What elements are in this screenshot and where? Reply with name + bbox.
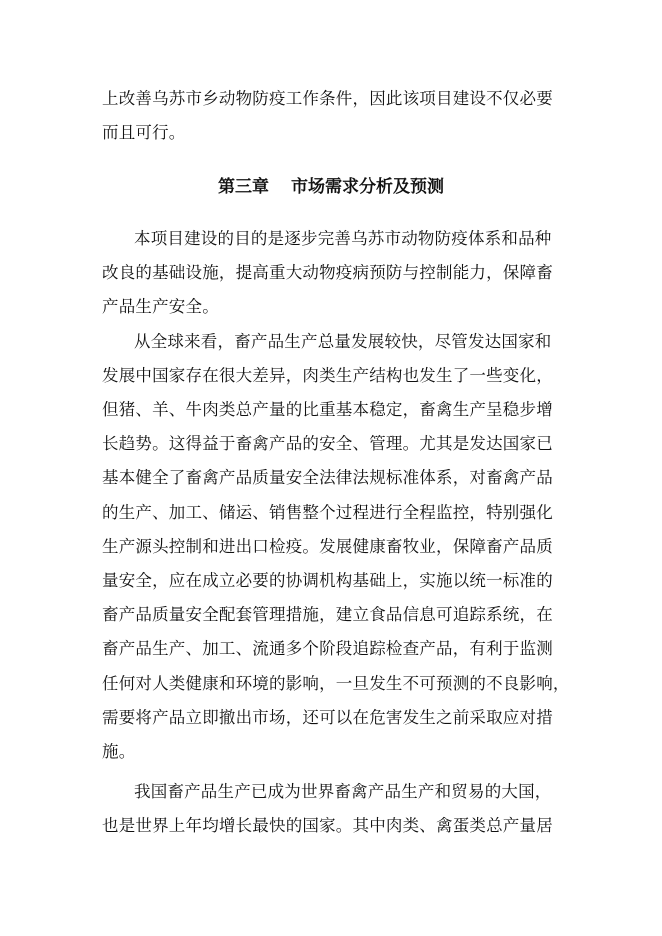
text-line: 量安全，应在成立必要的协调机构基础上，实施以统一标准的	[102, 571, 553, 590]
text-line: 任何对人类健康和环境的影响，一旦发生不可预测的不良影响，	[102, 674, 570, 693]
text-line: 但猪、羊、牛肉类总产量的比重基本稳定，畜禽生产呈稳步增	[102, 400, 553, 419]
text-line: 而且可行。	[102, 123, 186, 142]
text-line: 也是世界上年均增长最快的国家。其中肉类、禽蛋类总产量居	[102, 816, 553, 835]
text-line: 我国畜产品生产已成为世界畜禽产品生产和贸易的大国，	[134, 782, 552, 801]
text-line: 需要将产品立即撤出市场，还可以在危害发生之前采取应对措	[102, 708, 553, 727]
text-line: 长趋势。这得益于畜禽产品的安全、管理。尤其是发达国家已	[102, 434, 553, 453]
chapter-heading	[0, 176, 662, 198]
chapter-title: 市场需求分析及预测	[291, 177, 444, 197]
text-line: 畜产品质量安全配套管理措施，建立食品信息可追踪系统，在	[102, 605, 553, 624]
text-line: 发展中国家存在很大差异，肉类生产结构也发生了一些变化，	[102, 366, 553, 385]
text-line: 改良的基础设施，提高重大动物疫病预防与控制能力，保障畜	[102, 263, 553, 282]
chapter-number: 第三章	[218, 177, 269, 197]
text-line: 施。	[102, 742, 136, 761]
text-line: 的生产、加工、储运、销售整个过程进行全程监控，特别强化	[102, 503, 553, 522]
text-line: 产品生产安全。	[102, 297, 219, 316]
text-line: 上改善乌苏市乡动物防疫工作条件，因此该项目建设不仅必要	[102, 89, 553, 108]
text-line: 基本健全了畜禽产品质量安全法律法规标准体系，对畜禽产品	[102, 468, 553, 487]
text-line: 本项目建设的目的是逐步完善乌苏市动物防疫体系和品种	[134, 229, 552, 248]
text-line: 生产源头控制和进出口检疫。发展健康畜牧业，保障畜产品质	[102, 537, 553, 556]
text-line: 畜产品生产、加工、流通多个阶段追踪检查产品，有利于监测	[102, 639, 553, 658]
text-line: 从全球来看，畜产品生产总量发展较快，尽管发达国家和	[134, 332, 552, 351]
